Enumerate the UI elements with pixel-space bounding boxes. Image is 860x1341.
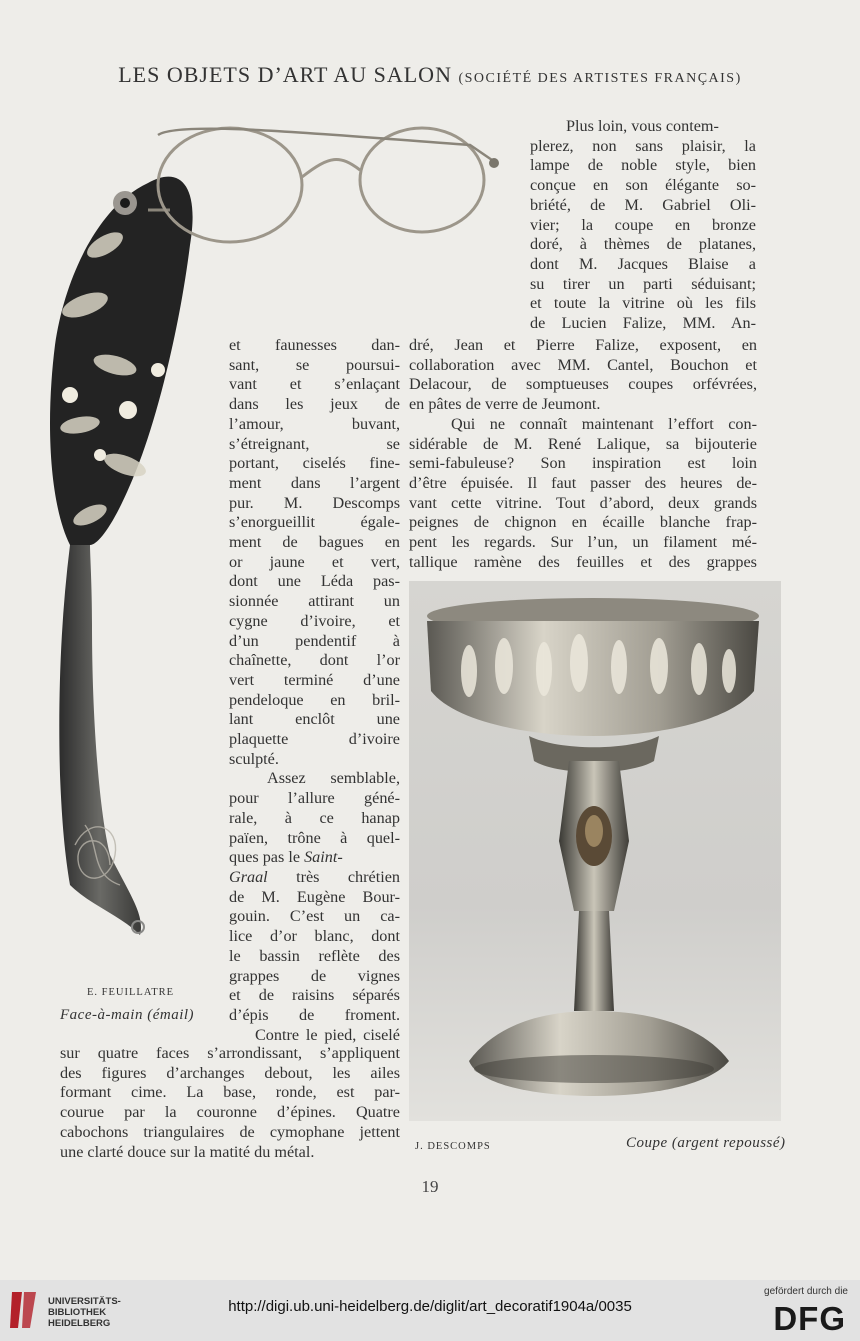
text-line: sur quatre faces s’arrondissant, s’appliquent [60, 1044, 400, 1062]
running-header [0, 62, 860, 88]
text-line: et faunesses dan- [229, 336, 400, 354]
left-caption-credit: E. FEUILLATRE [87, 987, 175, 998]
text-line: cabochons triangulaires de cymophane jettent [60, 1122, 400, 1141]
text-line: formant cime. La base, ronde, est par- [60, 1083, 400, 1102]
italic-term: Graal [229, 867, 268, 886]
text-column-right-mid [409, 336, 757, 572]
text-line: vert terminé d’une [229, 670, 400, 689]
text-line: plaquette d’ivoire [229, 730, 400, 749]
viewer-footer [0, 1280, 860, 1341]
left-caption-title: Face-à-main (émail) [60, 1007, 195, 1023]
text-line: lampe de noble style, bien [530, 156, 756, 175]
text-line: cygne d’ivoire, et [229, 611, 400, 630]
text-line: collaboration avec MM. Cantel, Bouchon et [409, 355, 757, 374]
text-line: des figures d’archanges debout, les ailes [60, 1063, 400, 1082]
text-line: pur. M. Descomps [229, 493, 400, 512]
text-line: le bassin reflète des [229, 946, 400, 965]
text-line: s’étreignant, se [229, 434, 400, 453]
text-line: l’amour, buvant, [229, 414, 400, 433]
dfg-logo: DFG [773, 1300, 846, 1337]
text-line: d’épis de froment. [229, 1005, 400, 1024]
text-line: courue par la couronne d’épines. Quatre [60, 1103, 400, 1122]
header-subtitle: (SOCIÉTÉ DES ARTISTES FRANÇAIS) [458, 71, 742, 86]
text-line: pent les regards. Sur l’un, un filament mé- [409, 533, 757, 552]
text-line: dont M. Jacques Blaise a [530, 254, 756, 273]
text-line: s’enorgueillit égale- [229, 513, 400, 532]
text-fragment: très chrétien [267, 867, 400, 886]
library-name-line: HEIDELBERG [48, 1318, 111, 1329]
text-line: vier; la coupe en bronze [530, 215, 756, 234]
text-line: et de raisins séparés [229, 986, 400, 1005]
text-line: d’un pendentif à [229, 631, 400, 650]
text-line [229, 848, 400, 868]
text-line: chaînette, dont l’or [229, 651, 400, 670]
text-column-bottom-left [60, 1044, 400, 1162]
text-line: Contre le pied, ciselé [255, 1025, 400, 1044]
text-column-right-top [530, 117, 756, 334]
text-line: rale, à ce hanap [229, 808, 400, 827]
text-line: pendeloque en bril- [229, 690, 400, 709]
text-line: lant enclôt une [229, 710, 400, 729]
text-line: dans les jeux de [229, 395, 400, 414]
text-line: Assez semblable, [267, 769, 400, 788]
text-line: en pâtes de verre de Jeumont. [409, 395, 601, 414]
text-line: ment de bagues en [229, 533, 400, 552]
text-line: lice d’or blanc, dont [229, 927, 400, 946]
text-line: su tirer un parti séduisant; [530, 274, 756, 293]
text-line: tallique ramène des feuilles et des grappes [409, 552, 757, 571]
text-line: de Lucien Falize, MM. An- [530, 314, 756, 333]
text-column-mid-left [229, 336, 400, 1045]
text-line: païen, trône à quel- [229, 828, 400, 847]
text-line: dont une Léda pas- [229, 572, 400, 591]
header-title: LES OBJETS D’ART AU SALON [118, 62, 452, 87]
text-line: Qui ne connaît maintenant l’effort con- [451, 414, 757, 433]
text-line: gouin. C’est un ca- [229, 907, 400, 926]
library-name-line: UNIVERSITÄTS- [48, 1296, 121, 1307]
funded-by-label: gefördert durch die [764, 1286, 848, 1297]
text-line: sant, se poursui- [229, 355, 400, 374]
library-name-line: BIBLIOTHEK [48, 1307, 107, 1318]
text-line: d’être épuisée. Il faut passer des heures de- [409, 473, 757, 492]
text-line: semi-fabuleuse? Son inspiration est loin [409, 454, 757, 473]
text-line: Plus loin, vous contem- [566, 117, 719, 135]
permalink-url[interactable]: http://digi.ub.uni-heidelberg.de/diglit/art_decoratif1904a/0035 [228, 1298, 632, 1315]
text-line: pour l’allure géné- [229, 789, 400, 808]
right-caption-credit: J. DESCOMPS [415, 1141, 491, 1152]
text-line: briété, de M. Gabriel Oli- [530, 195, 756, 214]
text-line: sionnée attirant un [229, 592, 400, 611]
coupe-photograph [409, 581, 781, 1121]
text-line: conçue en son élégante so- [530, 176, 756, 195]
text-line: portant, ciselés fine- [229, 454, 400, 473]
text-line: peignes de chignon en écaille blanche frap- [409, 513, 757, 532]
coupe-illustration [409, 581, 781, 1121]
text-line: or jaune et vert, [229, 552, 400, 571]
text-line [229, 868, 400, 888]
text-line: plerez, non sans plaisir, la [530, 136, 756, 155]
text-line: dré, Jean et Pierre Falize, exposent, en [409, 336, 757, 354]
text-line: de M. Eugène Bour- [229, 887, 400, 906]
italic-term: Saint- [304, 848, 343, 867]
text-line: sculpté. [229, 749, 279, 768]
text-line: ment dans l’argent [229, 473, 400, 492]
text-line: vant cette vitrine. Tout d’abord, deux grands [409, 493, 757, 512]
text-line: Delacour, de somptueuses coupes orfévrées, [409, 375, 757, 394]
right-caption-title: Coupe (argent repoussé) [626, 1135, 786, 1151]
page-number: 19 [421, 1177, 439, 1196]
text-line: doré, à thèmes de platanes, [530, 235, 756, 254]
text-fragment: ques pas le [229, 848, 305, 867]
text-line: grappes de vignes [229, 966, 400, 985]
text-line: une clarté douce sur la matité du métal. [60, 1142, 315, 1161]
text-line: vant et s’enlaçant [229, 375, 400, 394]
text-line: sidérable de M. René Lalique, sa bijouterie [409, 434, 757, 453]
text-line: et toute la vitrine où les fils [530, 294, 756, 313]
